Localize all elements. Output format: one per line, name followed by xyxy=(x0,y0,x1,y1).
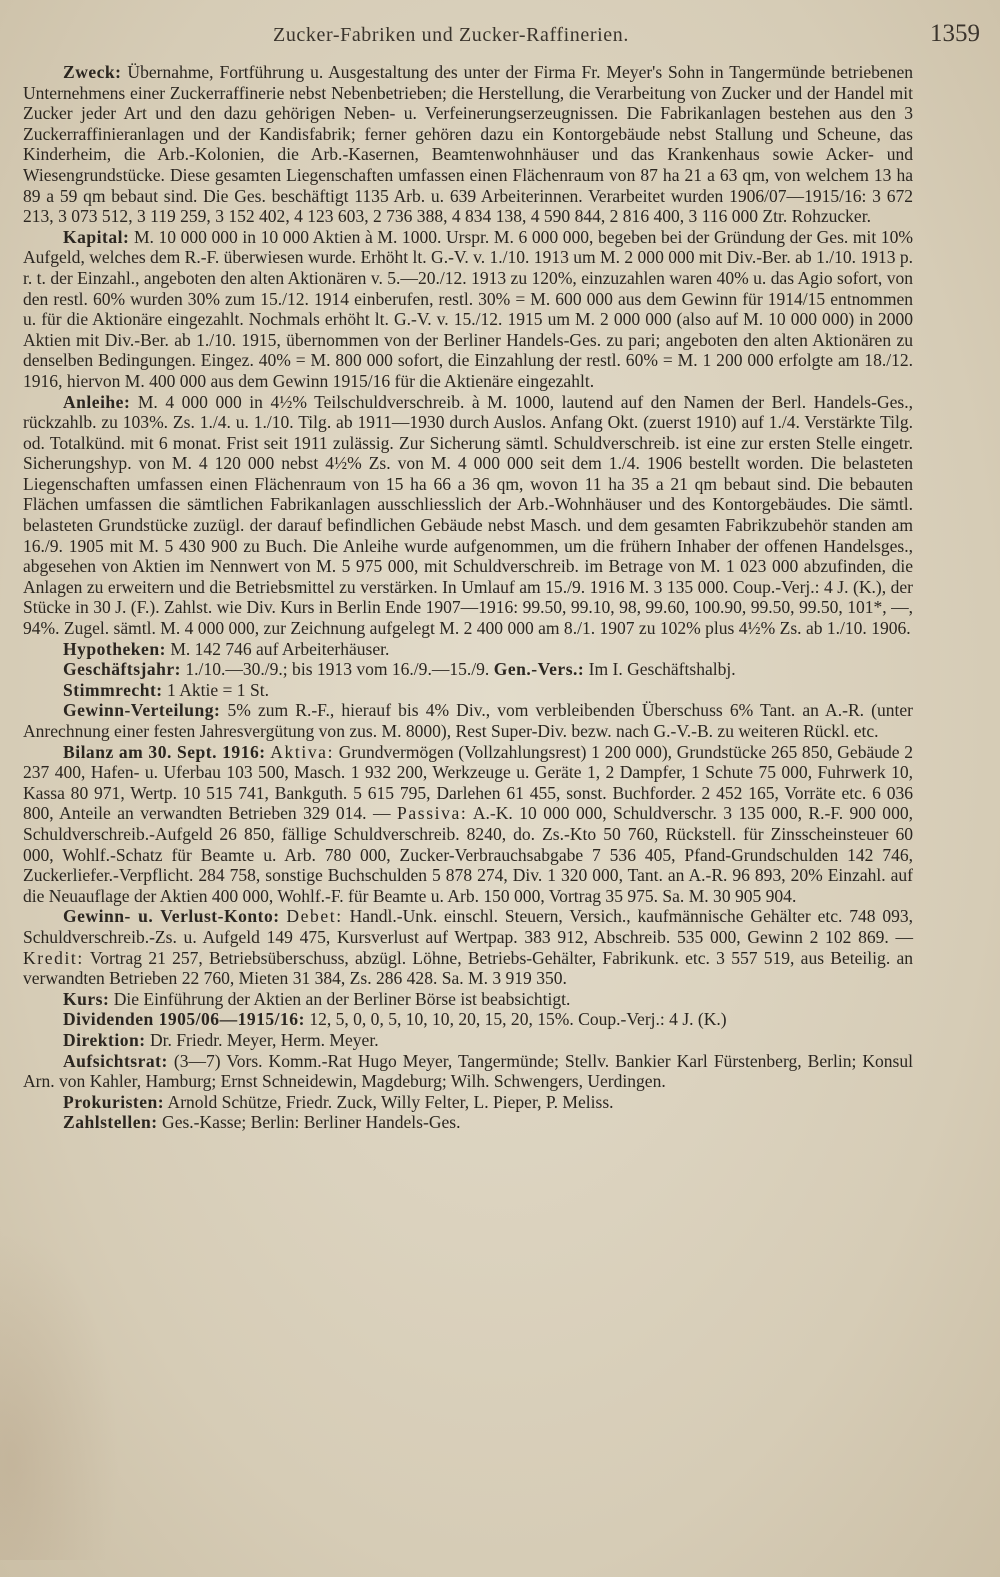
paragraph-stimmrecht xyxy=(23,680,913,701)
text-geschaeftsjahr: 1./10.—30./9.; bis 1913 vom 16./9.—15./9. xyxy=(185,659,490,680)
text-hypotheken: M. 142 746 auf Arbeiterhäuser. xyxy=(170,638,390,659)
paragraph-kurs xyxy=(23,989,913,1010)
label-kurs: Kurs: xyxy=(63,988,110,1009)
text-stimmrecht: 1 Aktie = 1 St. xyxy=(167,679,269,700)
text-zweck: Übernahme, Fortführung u. Ausgestaltung des unter der Firma Fr. Meyer's Sohn in Tangermünde betriebenen Unternehmens einer Zuckerraffinerie nebst Nebenbetrieben; die Herstellung, die Verarbeitung von Zucker und der Handel mit Zucker jeder Art und den dazu gehörigen Neben- u. Verfeinerungserzeugnissen. Die Fabrikanlagen bestehen aus den 3 Zuckerraffinieranlagen und der Kandisfabrik; ferner gehören dazu ein Kontorgebäude nebst Stallung und Scheune, das Kinderheim, die Arb.-Kolonien, die Arb.-Kasernen, Beamtenwohnhäuser und das Krankenhaus sowie Acker- und Wiesengrundstücke. Diese gesamten Liegenschaften umfassen einen Flächenraum von 87 ha 21 a 63 qm, von welchem 13 ha 89 a 59 qm bebaut sind. Die Ges. beschäftigt 1135 Arb. u. 639 Arbeiterinnen. Verarbeitet wurden 1906/07—1915/16: 3 672 213, 3 073 512, 3 119 259, 3 152 402, 4 123 603, 2 736 388, 4 834 138, 4 590 844, 2 816 400, 3 116 000 Ztr. Rohzucker. xyxy=(23,62,913,227)
paragraph-geschaeftsjahr xyxy=(23,659,913,680)
label-debet: Debet: xyxy=(286,906,343,927)
paragraph-hypotheken xyxy=(23,639,913,660)
label-gen-vers: Gen.-Vers.: xyxy=(493,659,585,680)
label-hypotheken: Hypotheken: xyxy=(63,638,166,659)
bilanz-dash: — xyxy=(373,803,391,824)
paragraph-prokuristen xyxy=(23,1092,913,1113)
paragraph-aufsichtsrat xyxy=(23,1051,913,1092)
text-aktiva: Grundvermögen (Vollzahlungsrest) 1 200 000), Grundstücke 265 850, Gebäude 2 237 400, Hafen- u. Uferbau 103 500, Masch. 1 932 200, Werkzeuge u. Geräte 1, 2 Dampfer, 1 Schute 75 000, Fuhrwerk 10, Kassa 80 971, Wertp. 10 515 741, Bankguth. 5 615 795, Darlehen 61 455, sonst. Buchforder. 2 452 165, Vorräte etc. 6 036 800, Anteile an verwandten Betrieben 329 014. xyxy=(23,741,913,824)
paragraph-kapital xyxy=(23,227,913,392)
label-geschaeftsjahr: Geschäftsjahr: xyxy=(63,659,182,680)
text-zahlstellen: Ges.-Kasse; Berlin: Berliner Handels-Ges. xyxy=(162,1112,461,1133)
label-aktiva: Aktiva: xyxy=(270,741,335,762)
text-debet: Handl.-Unk. einschl. Steuern, Versich., kaufmännische Gehälter etc. 748 093, Schuldverschreib.-Zs. u. Aufgeld 149 475, Kursverlust auf Wertpap. 383 912, Abschreib. 535 000, Gewinn 2 102 869. xyxy=(23,906,913,947)
label-aufsichtsrat: Aufsichtsrat: xyxy=(63,1050,168,1071)
running-title: Zucker-Fabriken und Zucker-Raffinerien. xyxy=(273,24,629,46)
text-prokuristen: Arnold Schütze, Friedr. Zuck, Willy Felter, L. Pieper, P. Meliss. xyxy=(167,1091,614,1112)
paragraph-zweck xyxy=(23,62,913,227)
paragraph-gewinnverteilung xyxy=(23,700,913,741)
paragraph-dividenden xyxy=(23,1009,913,1030)
article-body xyxy=(23,62,913,1133)
paragraph-zahlstellen xyxy=(23,1112,913,1133)
label-anleihe: Anleihe: xyxy=(63,391,131,412)
text-kredit: Vortrag 21 257, Betriebsüberschuss, abzügl. Löhne, Betriebs-Gehälter, Fabrikunk. etc. 3 557 519, aus Beteilig. an verwandten Betrieben 22 760, Mieten 31 384, Zs. 286 428. Sa. M. 3 919 350. xyxy=(23,947,913,989)
text-kurs: Die Einführung der Aktien an der Berliner Börse ist beabsichtigt. xyxy=(113,988,571,1009)
text-gewinnverteilung: 5% zum R.-F., hierauf bis 4% Div., vom verbleibenden Überschuss 6% Tant. an A.-R. (unter Anrechnung einer festen Jahresvergütung von zus. M. 8000), Rest Super-Div. bezw. nach G.-V.-B. zu weiteren Rückl. etc. xyxy=(23,700,913,741)
gv-dash: — xyxy=(895,926,913,947)
text-passiva: A.-K. 10 000 000, Schuldverschr. 3 135 000, R.-F. 900 000, Schuldverschreib.-Aufgeld 26 850, fällige Schuldverschreib. 8240, do. Zs.-Kto 50 760, Rückstell. für Zinsscheinsteuer 60 000, Wohlf.-Schatz für Beamte u. Arb. 780 000, Zucker-Verbrauchsabgabe 7 536 405, Pfand-Grundschulden 142 746, Zuckerliefer.-Verpflicht. 284 758, sonstige Buchschulden 5 878 274, Div. 1 320 000, Tant. an A.-R. 96 893, 20% Einzahl. auf die Neuauflage der Aktien 400 000, Wohlf.-F. für Beamte u. Arb. 150 000, Vortrag 35 975. Sa. M. 30 905 904. xyxy=(23,803,913,906)
label-passiva: Passiva: xyxy=(397,803,468,824)
label-zahlstellen: Zahlstellen: xyxy=(63,1112,158,1133)
label-gewinnverteilung: Gewinn-Verteilung: xyxy=(63,700,221,721)
text-gen-vers: Im I. Geschäftshalbj. xyxy=(588,659,736,680)
label-stimmrecht: Stimmrecht: xyxy=(63,679,163,700)
text-aufsichtsrat: (3—7) Vors. Komm.-Rat Hugo Meyer, Tangermünde; Stellv. Bankier Karl Fürstenberg, Berlin; Konsul Arn. von Kahler, Hamburg; Ernst Schneidewin, Magdeburg; Wilh. Schwengers, Uerdingen. xyxy=(23,1050,913,1092)
label-bilanz: Bilanz am 30. Sept. 1916: xyxy=(63,741,266,762)
label-zweck: Zweck: xyxy=(63,62,122,82)
paragraph-direktion xyxy=(23,1030,913,1051)
label-prokuristen: Prokuristen: xyxy=(63,1091,165,1112)
label-kredit: Kredit: xyxy=(23,947,84,968)
paper-stain xyxy=(0,1230,120,1560)
text-kapital: M. 10 000 000 in 10 000 Aktien à M. 1000. Urspr. M. 6 000 000, begeben bei der Gründung der Ges. mit 10% Aufgeld, welches dem R.-F. überwiesen wurde. Erhöht lt. G.-V. v. 1./10. 1913 um M. 2 000 000 mit Div.-Ber. ab 1./10. 1913 p. r. t. der Einzahl., angeboten den alten Aktionären v. 5.—20./12. 1913 zu 120%, einzuzahlen waren 40% u. das Agio sofort, von den restl. 60% wurden 30% zum 15./12. 1914 einberufen, restl. 30% = M. 600 000 aus dem Gewinn für 1914/15 entnommen u. für die Aktionäre eingezahlt. Nochmals erhöht lt. G.-V. v. 15./12. 1915 um M. 2 000 000 (also auf M. 10 000 000) in 2000 Aktien mit Div.-Ber. ab 1./10. 1915, übernommen von der Berliner Handels-Ges. zu pari; angeboten den alten Aktionären zu denselben Bedingungen. Eingez. 40% = M. 800 000 sofort, die Einzahlung der restl. 60% = M. 1 200 000 erfolgte am 18./12. 1916, hiervon M. 400 000 aus dem Gewinn 1915/16 für die Aktienäre eingezahlt. xyxy=(23,226,913,391)
paragraph-anleihe xyxy=(23,392,913,639)
text-anleihe: M. 4 000 000 in 4½% Teilschuldverschreib. à M. 1000, lautend auf den Namen der Berl. Handels-Ges., rückzahlb. zu 103%. Zs. 1./4. u. 1./10. Tilg. ab 1911—1930 durch Auslos. Anfang Okt. (zuerst 1910) auf 1./4. Verstärkte Tilg. od. Totalkünd. mit 6 monat. Frist seit 1911 zulässig. Zur Sicherung sämtl. Schuldverschreib. ist eine zur ersten Stelle eingetr. Sicherungshyp. von M. 4 120 000 nebst 4½% Zs. von M. 4 000 000 seit dem 1./4. 1906 bestellt worden. Die belasteten Liegenschaften umfassen einen Flächenraum von 15 ha 66 a 36 qm, wovon 11 ha 35 a 21 qm bebaut sind. Die bebauten Flächen umfassen die sämtlichen Fabrikanlagen ausschliesslich der Arb.-Wohnhäuser und des Kontorgebäudes. Die sämtl. belasteten Grundstücke zuzügl. der darauf befindlichen Gebäude nebst Masch. und dem gesamten Fabrikzubehör standen am 16./9. 1905 mit M. 5 430 900 zu Buch. Die Anleihe wurde aufgenommen, um die frühern Inhaber der offenen Handelsges., abgesehen von Aktien im Nennwert von M. 5 975 000, mit Schuldverschreib. im Betrage von M. 1 023 000 abzufinden, die Anlagen zu erweitern und die Betriebsmittel zu verstärken. In Umlauf am 15./9. 1916 M. 3 135 000. Coup.-Verj.: 4 J. (K.), der Stücke in 30 J. (F.). Zahlst. wie Div. Kurs in Berlin Ende 1907—1916: 99.50, 99.10, 98, 99.60, 100.90, 99.50, 99.50, 101*, —, 94%. Zugel. sämtl. M. 4 000 000, zur Zeichnung aufgelegt M. 2 400 000 am 8./1. 1907 zu 102% plus 4½% Zs. ab 1./10. 1906. xyxy=(23,391,913,639)
text-dividenden: 12, 5, 0, 0, 5, 10, 10, 20, 15, 20, 15%. Coup.-Verj.: 4 J. (K.) xyxy=(309,1009,727,1030)
label-direktion: Direktion: xyxy=(63,1029,146,1050)
page-number: 1359 xyxy=(930,20,980,47)
label-gewinn-verlust: Gewinn- u. Verlust-Konto: xyxy=(63,906,280,927)
label-kapital: Kapital: xyxy=(63,226,130,247)
paragraph-gewinn-verlust xyxy=(23,906,913,988)
text-direktion: Dr. Friedr. Meyer, Herm. Meyer. xyxy=(149,1029,379,1050)
label-dividenden: Dividenden 1905/06—1915/16: xyxy=(63,1009,305,1030)
paragraph-bilanz xyxy=(23,742,913,907)
page-header xyxy=(0,20,1000,54)
